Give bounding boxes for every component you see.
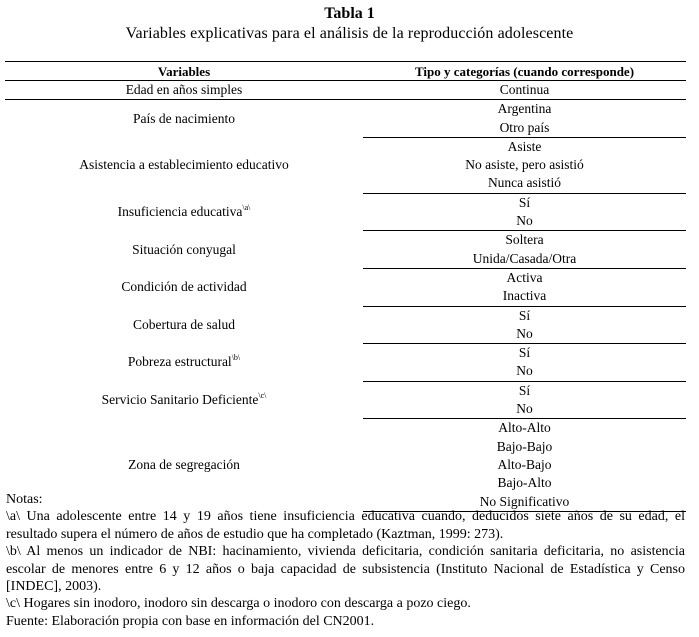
category-value: Soltera [505, 232, 544, 248]
table-row [5, 268, 686, 287]
category-cell [363, 100, 686, 119]
table-row [5, 137, 686, 156]
note-c: \c\ Hogares sin inodoro, inodoro sin descarga o inodoro con descarga a pozo ciego. [6, 596, 471, 612]
category-value: Argentina [497, 101, 552, 117]
variable-cell [5, 231, 363, 269]
category-value: Sí [518, 345, 531, 361]
category-value: Bajo-Bajo [496, 438, 553, 454]
table-body [5, 81, 686, 512]
category-cell [363, 156, 686, 174]
category-cell [363, 231, 686, 250]
variable-name: País de nacimiento [133, 110, 235, 126]
variable-cell [5, 306, 363, 344]
category-cell [363, 268, 686, 287]
category-value: Bajo-Alto [497, 475, 552, 491]
category-value: Sí [518, 194, 531, 210]
table-row [5, 344, 686, 363]
variable-cell [5, 137, 363, 193]
footnote-marker: \b\ [231, 353, 241, 363]
category-cell [363, 250, 686, 269]
category-value: Inactiva [502, 288, 547, 304]
category-cell [363, 119, 686, 138]
table-title: Tabla 1 [324, 5, 375, 22]
category-value: No asiste, pero asistió [465, 157, 584, 173]
variable-name: Insuficiencia educativa [117, 204, 243, 220]
table-subtitle: Variables explicativas para el análisis de la reproducción adolescente [125, 25, 574, 42]
category-value: Nunca asistió [487, 175, 562, 191]
category-cell [363, 287, 686, 306]
variable-name: Edad en años simples [125, 82, 243, 98]
variable-name: Zona de segregación [128, 457, 240, 473]
category-value: Alto-Alto [498, 420, 551, 436]
column-header-tipo: Tipo y categorías (cuando corresponde) [363, 62, 686, 81]
variable-name: Condición de actividad [121, 279, 247, 295]
source-note: Fuente: Elaboración propia con base en información del CN2001. [6, 613, 375, 629]
table-row [5, 193, 686, 212]
category-value: Continua [499, 82, 550, 97]
category-value: Unida/Casada/Otra [472, 250, 577, 266]
variables-table [5, 61, 686, 512]
category-cell [363, 344, 686, 363]
variable-name: Asistencia a establecimiento educativo [79, 157, 289, 173]
category-value: No [516, 401, 533, 417]
category-cell [363, 400, 686, 419]
notes-heading: Notas: [6, 492, 43, 507]
table-row [5, 306, 686, 325]
variable-cell [5, 193, 363, 231]
variable-name: Servicio Sanitario Deficiente [101, 392, 259, 408]
category-cell [363, 456, 686, 474]
variable-name: Situación conyugal [132, 241, 236, 257]
footnote-marker: \a\ [242, 203, 251, 213]
category-value: Sí [518, 307, 531, 323]
notes-section [6, 491, 685, 630]
table-header-row [5, 62, 686, 81]
table-row [5, 381, 686, 400]
footnote-marker: \c\ [258, 391, 267, 401]
category-value: No Significativo [479, 493, 570, 509]
variable-name: Cobertura de salud [133, 316, 235, 332]
category-cell [363, 362, 686, 381]
category-value: Otro país [499, 119, 550, 135]
variable-name: Pobreza estructural [127, 354, 232, 370]
note-a: \a\ Una adolescente entre 14 y 19 años tiene insuficiencia educativa cuando, deducidos siete años de su edad, el resultado supera el número de años de estudio que ha completado (Kaztman, 1999: 273). [6, 509, 685, 542]
variable-cell [5, 100, 363, 138]
variable-cell [5, 81, 363, 100]
table-row [5, 231, 686, 250]
category-cell [363, 193, 686, 212]
category-cell [363, 81, 686, 100]
category-cell [363, 474, 686, 492]
note-b: \b\ Al menos un indicador de NBI: hacinamiento, vivienda deficitaria, condición sanitaria deficitaria, no asistencia escolar de menores entre 6 y 12 años o baja capacidad de subsistencia (Instituto Nacional de Estadística y Censo [INDEC], 2003). [6, 544, 685, 595]
category-value: Asiste [507, 138, 542, 154]
variable-cell [5, 268, 363, 306]
table-row [5, 100, 686, 119]
category-cell [363, 174, 686, 193]
category-cell [363, 381, 686, 400]
variable-cell [5, 381, 363, 419]
category-value: Sí [518, 382, 531, 398]
category-cell [363, 137, 686, 156]
category-value: No [516, 325, 533, 341]
table-row [5, 419, 686, 438]
category-cell [363, 306, 686, 325]
category-value: Alto-Bajo [497, 456, 552, 472]
category-cell [363, 212, 686, 231]
category-value: No [516, 363, 533, 379]
column-header-variables: Variables [5, 62, 363, 81]
category-value: Activa [506, 269, 543, 285]
category-cell [363, 325, 686, 344]
category-cell [363, 419, 686, 438]
category-value: No [516, 213, 533, 229]
variable-cell [5, 344, 363, 382]
table-row [5, 81, 686, 100]
category-cell [363, 438, 686, 456]
